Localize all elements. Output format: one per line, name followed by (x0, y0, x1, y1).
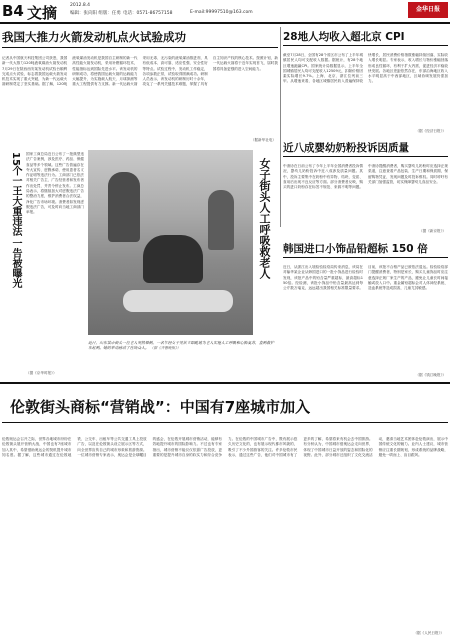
headline-part-a: 15个一王 (10, 152, 21, 196)
caption-text: 近日，山东某市街头一位老人突然晕倒，一名年轻女子见状立即跪地为老人实施人工呼吸和心肺复苏，直到救护车赶到。她的举动感动了在场众人。 (88, 340, 275, 351)
article-body: 伦敦奥运会召开之际，世界各地城市纷纷在伦敦街头展开营销大战，中国也有7座城市加入其中，希望借助奥运会的契机提升城市知名度。据了解，这些城市通过在伦敦地铁、公交车、出租车等公共交通工具上投放广告，以及在伦敦街头设立展示区等方式，向全世界宣传自己的城市形象和旅游资源。一位城市营销专家表示，奥运会是全球瞩目的盛会，在伦敦开展城市营销活动，能够有效地提升城市的国际影响力。不过也有专家指出，城市营销不能仅仅依靠广告投放，更重要的是提升城市自身的软实力和综合竞争力。在伦敦的中国城市广告中，既有展示悠久历史文化的，也有展示现代都市风貌的，吸引了不少外国游客的关注。许多伦敦市民表示，通过这些广告，他们对中国城市有了更多的了解，希望将来有机会去中国旅游。有分析认为，中国城市借奥运会走向世界，体现了中国城市日益开放的姿态和国际化的视野。此外，部分城市还组织了文化交流活动，邀请当地艺术团体赴伦敦演出，展示中国传统文化的魅力。业内人士建议，城市营销应注重长期规划，形成系统的品牌战略，避免一哄而上、盲目跟风。 (2, 437, 448, 457)
article-body: 记者从中国航天科技集团公司获悉，我国新一代大推力120吨液氧煤油火箭发动机7月29日在陕西西安某发动机试验台顺利完成点火试验，标志着我国运载火箭发动机技术实现了重大突破，为新一代运载火箭研制奠定了坚实基础。据了解，120吨液氧煤油发动机是我国自主研制的新一代高性能火箭发动机，采用补燃循环技术，性能指标达到国际先进水平。该发动机的研制成功，将使我国运载火箭的运载能力大幅提升，为实施载人航天、月球探测等重大工程提供有力支撑。新一代运载火箭采用无毒、无污染的液氧煤油推进剂，具有低成本、高可靠、适应性强、安全性好等特点。试验过程中，发动机工作稳定，各项参数正常，试验取得圆满成功。研制人员表示，该发动机的研制历时十余年，攻克了一系列关键技术难题，掌握了具有自主知识产权的核心技术。按照计划，新一代运载火箭将于近年实现首飞，届时我国将具备更强的进入空间能力。 (2, 56, 278, 87)
section-rule (0, 382, 450, 384)
article-milk (283, 136, 448, 236)
photo-figure-lying (123, 290, 233, 312)
article-headline: 28地人均收入超北京 CPI (283, 31, 405, 43)
photo-credit: （据《齐鲁晚报》） (149, 346, 181, 351)
photo-feature (88, 148, 278, 380)
photo-title: 女子街头人工呼吸救老人 (258, 158, 271, 279)
masthead (0, 0, 450, 22)
headline-rule (283, 45, 448, 46)
article-headline: 韩国进口小饰品铅超标 150 倍 (283, 243, 428, 255)
issue-date: 2012.8.4 (70, 3, 91, 8)
phone: 电话：0571-86757158 (123, 11, 173, 16)
photo-bystander (208, 190, 234, 250)
masthead-flag (408, 2, 448, 18)
vertical-headline (2, 152, 22, 352)
article-body: 截至7月28日，全国有28个省区市公布了上半年城镇居民人均可支配收入数据。据统计，有28个地区增速跑赢CPI。国家统计局数据显示，上半年全国城镇居民人均可支配收入12509元，扣除价格因素实际增长9.7%。上海、北京、浙江位列前三甲。从增速来看，各地区城镇居民收入普遍保持较快增长，居民消费价格指数涨幅持续回落，实际收入增长明显。专家表示，收入增长与物价涨幅回落形成良性循环，有利于扩大内需，促进经济平稳较快发展。各地区差距依然存在，东部沿海地区收入水平明显高于中西部地区，区域协调发展仍需加力。 (283, 53, 448, 84)
headline-rule (283, 257, 448, 258)
article-headline: 我国大推力火箭发动机点火试验成功 (2, 30, 186, 44)
section-title: 文摘 (27, 4, 58, 22)
headline-rule (2, 47, 278, 48)
headline-part-b: 大重违法 (10, 196, 21, 236)
article-body: 中消协在日前公布了今年上半年全国消费者投诉情况，婴幼儿奶粉投诉中近八成涉及质量问题。其中，投诉主要集中在奶粉中有异物、结块、变质、食用后出现不良反应等方面。部分消费者反映，购买的进口奶粉存在标签不规范、来源不明等问题。中消协提醒消费者，购买婴幼儿奶粉时应选择正规渠道，注意查看产品包装、生产日期和保质期，保留购物凭证，发现问题及时投诉维权。同时呼吁有关部门加强监管，切实保障婴幼儿食品安全。 (283, 164, 448, 190)
article-tourism (2, 386, 448, 638)
headline-rule (283, 156, 448, 157)
article-source: （据《人民日报》） (413, 631, 444, 635)
page-code: B4 (2, 2, 24, 20)
email: E-mail:99997510@163.com (190, 10, 253, 15)
article-body: 国家工商总局近日公布了一批典型违法广告案例，涉及医疗、药品、保健食品等多个领域。这些广告普遍存在夸大宣传、虚假承诺、使用患者名义作证明等违法行为。工商部门已依法对相关广告主、广告经营者和发布者作出处罚，并责令停止发布。工商总局表示，将继续加大对虚假违法广告的整治力度，维护消费者合法权益，净化广告市场环境。消费者如发现虚假违法广告，可及时向当地工商部门举报。 (26, 152, 84, 215)
photo-figure-standing (108, 172, 140, 242)
article-source: （据《钱江晚报》） (415, 373, 446, 377)
article-source: （据《京华时报》） (26, 371, 57, 375)
headline-rule (2, 422, 448, 423)
masthead-rule (0, 22, 450, 24)
headline-part-c: 一告被曝光 (10, 238, 21, 288)
article-headline: 近八成婴幼奶粉投诉因质量 (283, 142, 409, 154)
article-cpi (283, 25, 448, 135)
article-source: （据《新京报》） (419, 229, 446, 233)
article-source: （据新华社电） (250, 138, 276, 142)
news-photo (88, 150, 253, 335)
flag-text: 金华日报 (415, 6, 440, 13)
editor-line: 编辑：张向阳 组版：任勇 (70, 11, 121, 16)
column-divider (280, 27, 281, 227)
photo-caption (88, 340, 276, 376)
article-jewelry (283, 237, 448, 380)
photo-figure-kneeling (143, 235, 203, 283)
article-body: 近日，从浙江出入境检验检疫局传来消息，该局在对输华某企业从韩国进口的一批小饰品进行检验时发现，该批产品中的铅含量严重超标，最高超标150倍。经检测，该批小饰品中铅含量最高达到每公斤数万毫克，远远超出我国相关标准限量要求。目前，该批不合格产品已被依法退运。检验检疫部门提醒消费者，特别是家长，购买儿童饰品时应注意选择正规厂家生产的产品，避免让儿童长时间接触或放入口中。重金属铅超标会对人体神经系统、造血系统等造成损害，儿童尤其敏感。 (283, 265, 448, 291)
article-source: （据《经济日报》） (415, 129, 446, 133)
article-ads (2, 148, 86, 380)
article-rocket (2, 25, 278, 145)
article-headline: 伦敦街头商标“营销战”：中国有7座城市加入 (10, 398, 311, 416)
